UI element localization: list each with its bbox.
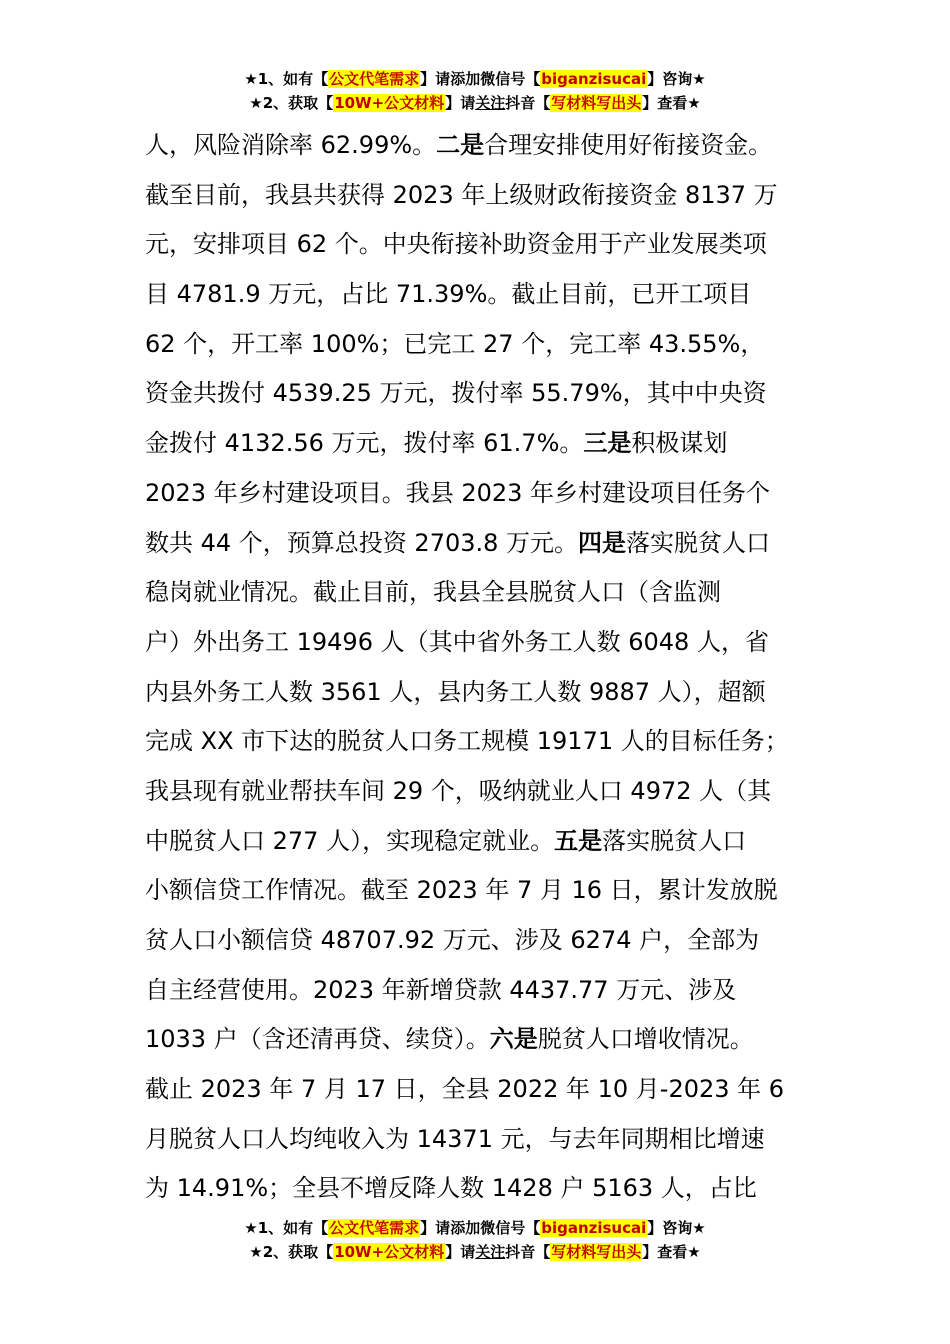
text-line: 62 个，开工率 100%；已完工 27 个，完工率 43.55%， <box>145 329 765 358</box>
text-segment: 积极谋划 <box>631 429 728 458</box>
text-line <box>145 519 835 569</box>
banner-text: 】请 <box>420 70 451 88</box>
text-line: 截至目前，我县共获得 2023 年上级财政衔接资金 8137 万 <box>145 180 778 209</box>
banner-emphasis: 关注 <box>475 1243 506 1261</box>
banner-emphasis: 添加 <box>450 70 481 88</box>
banner-text: 】咨询★ <box>647 1219 706 1237</box>
text-line: 2023 年乡村建设项目。我县 2023 年乡村建设项目任务个 <box>145 478 771 507</box>
bold-heading: 五是 <box>554 826 603 855</box>
text-segment: 1033 户（含还清再贷、续贷）。 <box>145 1025 490 1054</box>
banner-highlight: 公文代笔需求 <box>329 70 420 88</box>
banner-text: ★1、如有【 <box>244 1219 329 1237</box>
banner-emphasis: 关注 <box>475 94 506 112</box>
banner-text: ★2、获取【 <box>249 94 334 112</box>
banner-text: 抖音【 <box>505 94 551 112</box>
banner-text: 微信号【 <box>480 1219 541 1237</box>
text-line: 稳岗就业情况。截止目前，我县全县脱贫人口（含监测 <box>145 578 721 607</box>
text-line: 月脱贫人口人均纯收入为 14371 元，与去年同期相比增速 <box>145 1124 765 1153</box>
text-line <box>145 1015 835 1065</box>
banner-text: 微信号【 <box>480 70 541 88</box>
text-segment: 落实脱贫人口 <box>626 528 771 557</box>
text-line: 资金共拨付 4539.25 万元，拨付率 55.79%，其中中央资 <box>145 379 767 408</box>
text-segment: 合理安排使用好衔接资金。 <box>484 131 773 159</box>
bold-heading: 四是 <box>578 528 627 557</box>
banner-line-1 <box>0 67 950 91</box>
text-line: 内县外务工人数 3561 人，县内务工人数 9887 人），超额 <box>145 677 766 706</box>
text-segment: 人，风险消除率 62.99%。 <box>145 131 437 159</box>
banner-highlight-wechat: biganzisucai <box>541 70 647 88</box>
banner-highlight-wechat: biganzisucai <box>541 1219 647 1237</box>
document-body <box>145 121 835 1214</box>
banner-text: 】请 <box>445 94 476 112</box>
text-line: 截止 2023 年 7 月 17 日，全县 2022 年 10 月-2023 年 6 <box>145 1075 785 1104</box>
text-line: 贫人口小额信贷 48707.92 万元、涉及 6274 户，全部为 <box>145 926 760 954</box>
banner-highlight: 公文代笔需求 <box>329 1219 420 1237</box>
banner-text: 】咨询★ <box>647 70 706 88</box>
banner-text: ★2、获取【 <box>249 1243 334 1261</box>
banner-line-2 <box>0 1240 950 1264</box>
text-line <box>145 419 835 469</box>
banner-text: 抖音【 <box>505 1243 551 1261</box>
banner-text: ★1、如有【 <box>244 70 329 88</box>
banner-line-2 <box>0 91 950 115</box>
bold-heading: 三是 <box>583 429 632 458</box>
text-line: 我县现有就业帮扶车间 29 个，吸纳就业人口 4972 人（其 <box>145 776 772 805</box>
banner-emphasis: 添加 <box>450 1219 481 1237</box>
text-line <box>145 121 835 171</box>
banner-highlight-douyin: 写材料写出头 <box>551 94 642 112</box>
text-segment: 中脱贫人口 277 人），实现稳定就业。 <box>145 826 555 855</box>
text-segment: 落实脱贫人口 <box>602 826 747 855</box>
text-segment: 脱贫人口增收情况。 <box>537 1025 754 1054</box>
banner-highlight: 10W+公文材料 <box>334 94 445 112</box>
banner-text: 】查看★ <box>642 1243 701 1261</box>
text-line: 自主经营使用。2023 年新增贷款 4437.77 万元、涉及 <box>145 975 737 1004</box>
bold-heading: 二是 <box>436 131 485 159</box>
bold-heading: 六是 <box>489 1025 538 1054</box>
banner-highlight: 10W+公文材料 <box>334 1243 445 1261</box>
banner-text: 】查看★ <box>642 94 701 112</box>
text-line: 完成 XX 市下达的脱贫人口务工规模 19171 人的目标任务； <box>145 727 789 756</box>
banner-text: 】请 <box>445 1243 476 1261</box>
text-line <box>145 817 835 867</box>
text-segment: 金拨付 4132.56 万元，拨付率 61.7%。 <box>145 429 584 458</box>
banner-text: 】请 <box>420 1219 451 1237</box>
text-line: 户）外出务工 19496 人（其中省外务工人数 6048 人，省 <box>145 627 769 656</box>
banner-line-1 <box>0 1216 950 1240</box>
text-line: 目 4781.9 万元，占比 71.39%。截止目前，已开工项目 <box>145 280 752 309</box>
top-banner <box>0 67 950 115</box>
text-segment: 数共 44 个，预算总投资 2703.8 万元。 <box>145 528 579 557</box>
text-line: 元，安排项目 62 个。中央衔接补助资金用于产业发展类项 <box>145 230 767 259</box>
text-line: 小额信贷工作情况。截至 2023 年 7 月 16 日，累计发放脱 <box>145 876 778 905</box>
banner-highlight-douyin: 写材料写出头 <box>551 1243 642 1261</box>
bottom-banner <box>0 1216 950 1264</box>
text-line: 为 14.91%；全县不增反降人数 1428 户 5163 人，占比 <box>145 1174 757 1203</box>
